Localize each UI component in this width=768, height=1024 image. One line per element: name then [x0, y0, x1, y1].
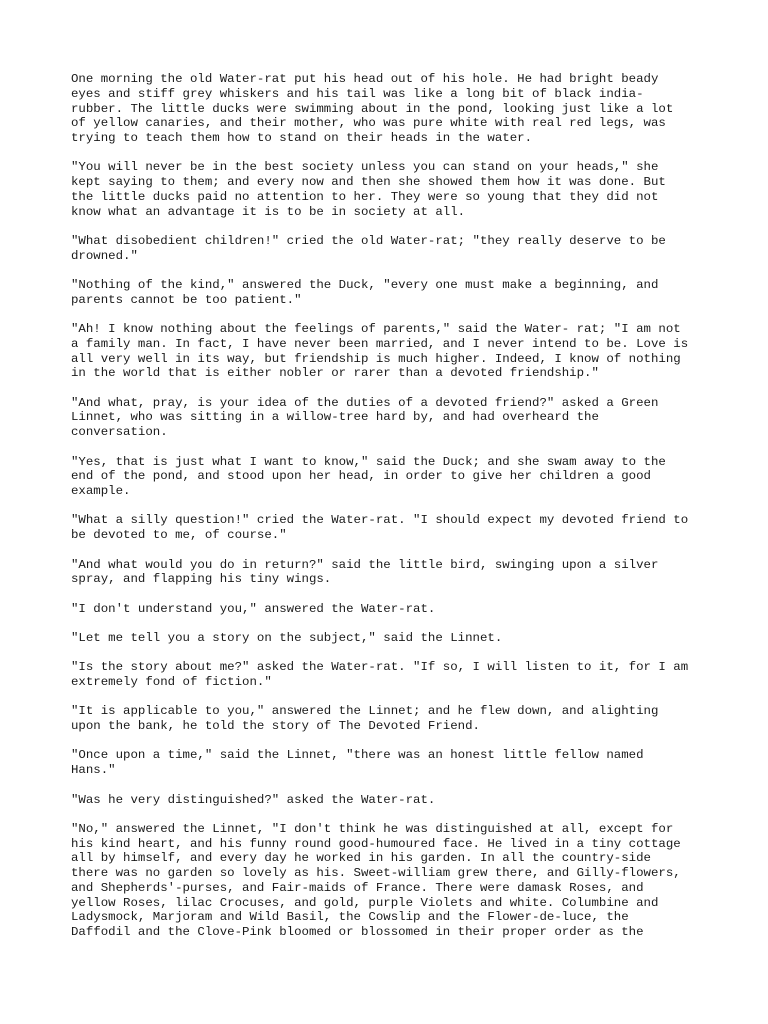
paragraph-3: "What disobedient children!" cried the old Water-rat; "they really deserve to be drowned." [71, 233, 666, 263]
paragraph-7: "Yes, that is just what I want to know," said the Duck; and she swam away to the end of the pond, and stood upon her head, in order to give her children a good example. [71, 454, 666, 499]
paragraph-8: "What a silly question!" cried the Water-rat. "I should expect my devoted friend to be devoted to me, of course." [71, 513, 689, 543]
paragraph-12: "Is the story about me?" asked the Water-rat. "If so, I will listen to it, for I am extremely fond of fiction." [71, 660, 689, 690]
paragraph-4: "Nothing of the kind," answered the Duck, "every one must make a beginning, and parents cannot be too patient." [71, 278, 659, 307]
paragraph-6: "And what, pray, is your idea of the duties of a devoted friend?" asked a Green Linnet, who was sitting in a willow-tree hard by, and had overheard the conversation. [71, 395, 659, 440]
paragraph-11: "Let me tell you a story on the subject," said the Linnet. [71, 630, 503, 645]
paragraph-15: "Was he very distinguished?" asked the Water-rat. [71, 792, 436, 807]
document-page [71, 72, 711, 955]
paragraph-5: "Ah! I know nothing about the feelings of parents," said the Water- rat; "I am not a family man. In fact, I have never been married, and I never intend to be. Love is all very well in its way, but friendship is much higher. Indeed, I know of nothing in the world that is either nobler or rarer than a devoted friendship." [71, 322, 689, 381]
paragraph-16: "No," answered the Linnet, "I don't think he was distinguished at all, except for his kind heart, and his funny round good-humoured face. He lived in a tiny cottage all by himself, and every day he worked in his garden. In all the country-side there was no garden so lovely as his. Sweet-william grew there, and Gilly-flowers, and Shepherds'-purses, and Fair-maids of France. There were damask Roses, and yellow Roses, lilac Crocuses, and gold, purple Violets and white. Columbine and Ladysmock, Marjoram and Wild Basil, the Cowslip and the Flower-de-luce, the Daffodil and the Clove-Pink bloomed or blossomed in their proper order as the [71, 821, 681, 940]
paragraph-2: "You will never be in the best society unless you can stand on your heads," she kept saying to them; and every now and then she showed them how it was done. But the little ducks paid no attention to her. They were so young that they did not know what an advantage it is to be in society at all. [71, 160, 666, 219]
paragraph-10: "I don't understand you," answered the Water-rat. [71, 601, 436, 616]
paragraph-1: One morning the old Water-rat put his head out of his hole. He had bright beady eyes and stiff grey whiskers and his tail was like a long bit of black india- rubber. The little ducks were swimming about in the pond, looking just like a lot of yellow canaries, and their mother, who was pure white with real red legs, was trying to teach them how to stand on their heads in the water. [71, 72, 674, 145]
paragraph-14: "Once upon a time," said the Linnet, "there was an honest little fellow named Hans." [71, 748, 644, 778]
paragraph-9: "And what would you do in return?" said the little bird, swinging upon a silver spray, and flapping his tiny wings. [71, 557, 659, 587]
paragraph-13: "It is applicable to you," answered the Linnet; and he flew down, and alighting upon the bank, he told the story of The Devoted Friend. [71, 704, 659, 734]
